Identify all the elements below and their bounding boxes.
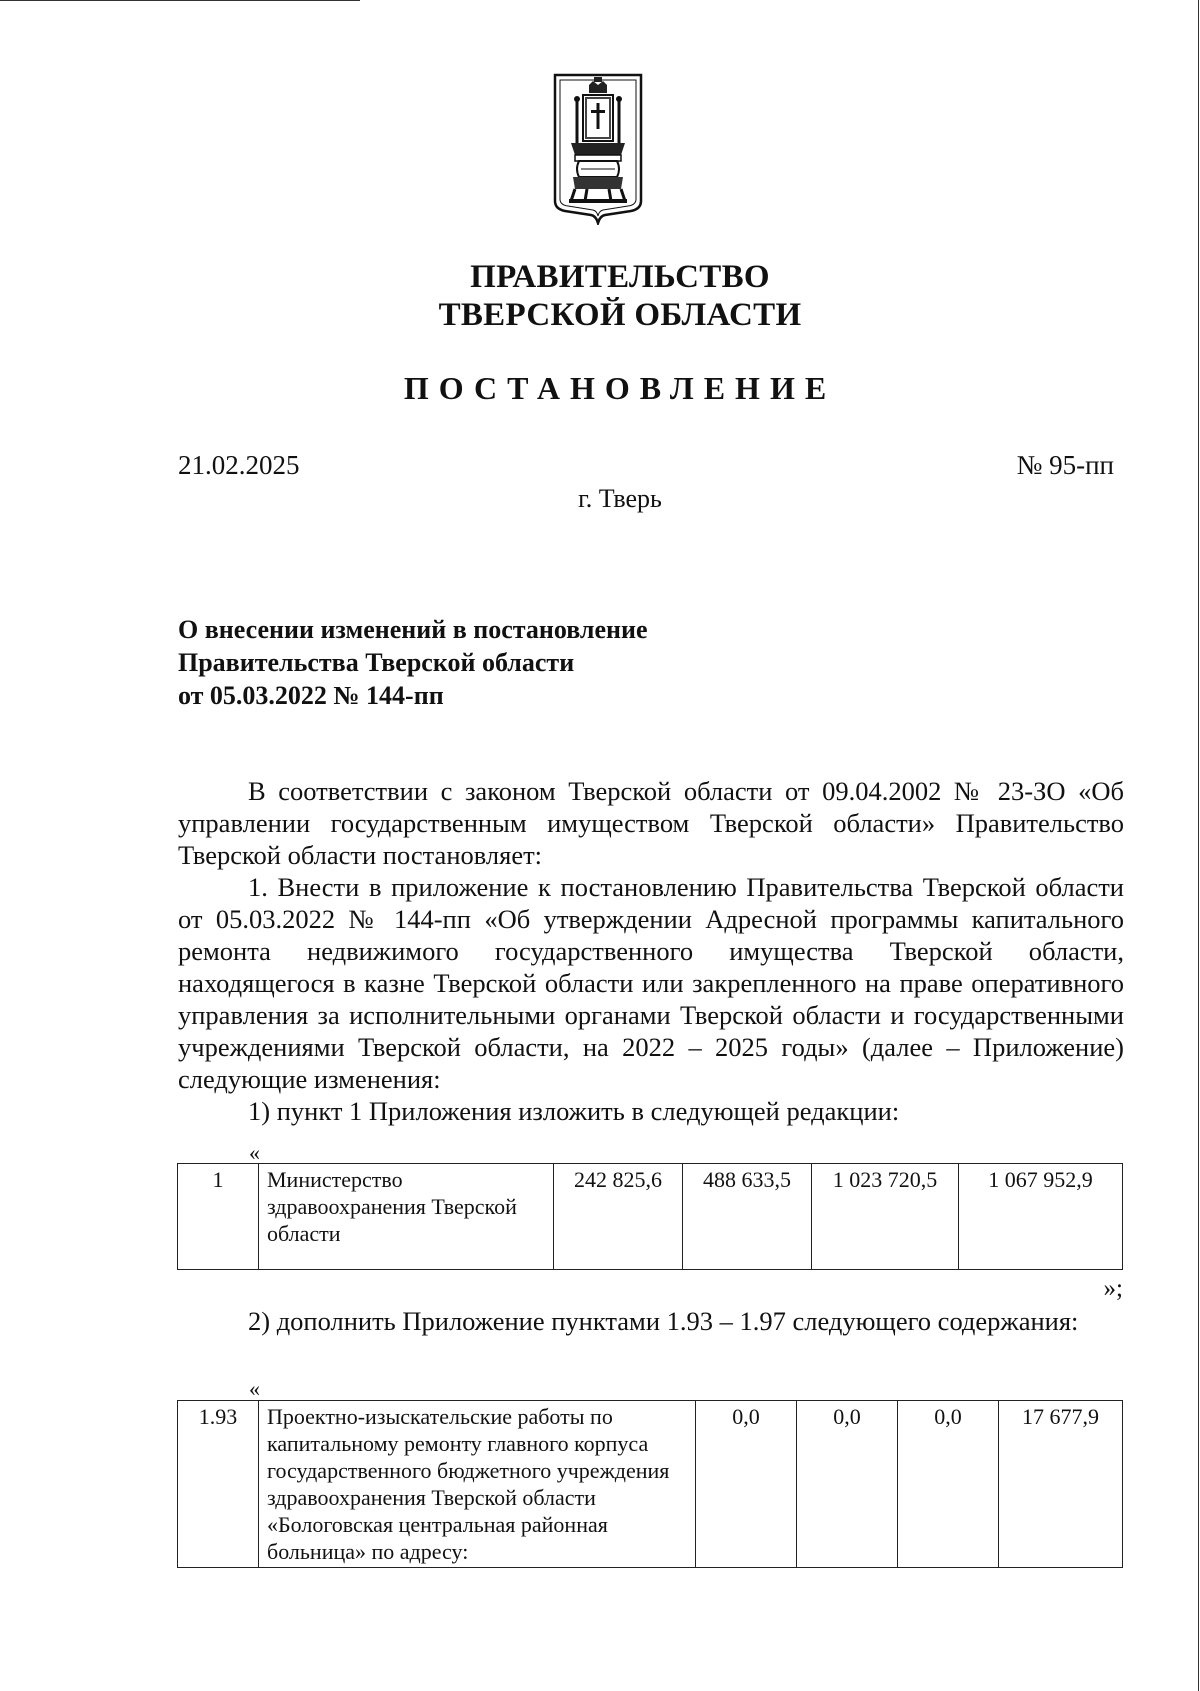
document-date: 21.02.2025 [178,450,300,480]
table-row [178,1401,1123,1568]
document-type-title: ПОСТАНОВЛЕНИЕ [403,370,837,406]
amendment-table-1 [177,1163,1123,1270]
scan-edge-top [0,0,360,1]
quote-open-mark-2: « [249,1376,260,1401]
document-body [178,775,1124,1127]
issuing-authority [0,258,1200,334]
document-city: г. Тверь [578,484,662,513]
value-2024-cell: 0,0 [898,1401,999,1568]
value-2025-cell: 1 067 952,9 [959,1164,1123,1270]
body-paragraph-preamble: В соответствии с законом Тверской области от 09.04.2002 № 23-ЗО «Об управлении государственным имуществом Тверской области» Правительство Тверской области постановляет: [178,776,1124,870]
body-paragraph-item1: 1. Внести в приложение к постановлению Правительства Тверской области от 05.03.2022 № 144-пп «Об утверждении Адресной программы капитального ремонта недвижимого государственного имущества Тверской области, находящегося в казне Тверской области или закрепленного на праве оперативного управления за исполнительными органами Тверской области и государственными учреждениями Тверской области, на 2022 – 2025 годы» (далее – Приложение) следующие изменения: [178,872,1124,1094]
row-name-cell: Проектно-изыскательские работы по капитальному ремонту главного корпуса государственного бюджетного учреждения здравоохранения Тверской области «Бологовская центральная районная больница» по адресу: [259,1401,696,1568]
document-subject [178,613,648,712]
subject-line2: Правительства Тверской области [178,648,575,677]
row-number-cell: 1.93 [178,1401,259,1568]
amendment-table-2 [177,1400,1123,1568]
value-2022-cell: 0,0 [696,1401,797,1568]
document-number: № 95-пп [1016,450,1114,480]
value-2023-cell: 0,0 [797,1401,898,1568]
coat-of-arms-emblem [553,73,643,225]
row-name-cell: Министерство здравоохранения Тверской области [259,1164,554,1270]
document-body-continued [178,1305,1124,1337]
value-2025-cell: 17 677,9 [999,1401,1123,1568]
value-2023-cell: 488 633,5 [683,1164,812,1270]
quote-close-mark: »; [1103,1275,1123,1302]
subject-line1: О внесении изменений в постановление [178,615,648,644]
body-subitem-2: 2) дополнить Приложение пунктами 1.93 – 1.97 следующего содержания: [248,1306,1079,1336]
value-2022-cell: 242 825,6 [554,1164,683,1270]
table-row [178,1164,1123,1270]
subject-line3: от 05.03.2022 № 144-пп [178,681,444,710]
scan-edge-right [1198,0,1199,1691]
row-number-cell: 1 [178,1164,259,1270]
quote-open-mark: « [249,1140,260,1165]
value-2024-cell: 1 023 720,5 [812,1164,959,1270]
issuing-authority-line2: ТВЕРСКОЙ ОБЛАСТИ [438,297,802,333]
issuing-authority-line1: ПРАВИТЕЛЬСТВО [470,259,770,295]
body-subitem-1: 1) пункт 1 Приложения изложить в следующей редакции: [248,1096,900,1126]
